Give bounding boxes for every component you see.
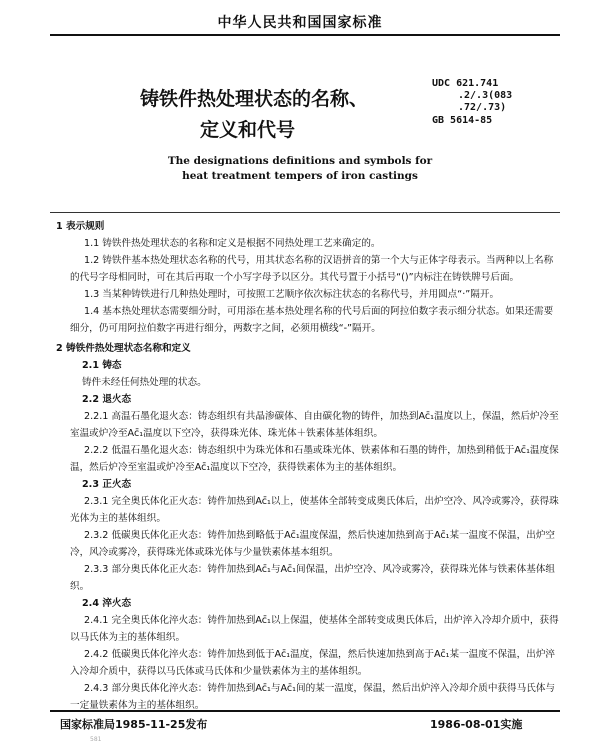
effective-date: 1986-08-01实施 [430,718,523,731]
section-1-heading: 1 表示规则 [56,221,105,232]
udc-code-3: .72/.73) [458,102,507,113]
paragraph-2-4-2: 2.4.2 低碳奥氏体化淬火态：铸件加热到低于Ac̄₁温度，保温，然后快速加热到高于Ac̄₁某一温度不保温，出炉淬入冷却介质中，获得以马氏体或马氏体和少量铁素体为主的基体组织。 [70,649,556,677]
heading-2-1: 2.1 铸态 [82,360,122,371]
section-rule [50,212,560,213]
standard-org-header: 中华人民共和国国家标准 [217,15,383,31]
doc-title-line2: 定义和代号 [200,119,296,141]
udc-code-1: UDC 621.741 [432,78,499,89]
paragraph-2-2-2: 2.2.2 低温石墨化退火态：铸态组织中为珠光体和石墨或珠光体、铁素体和石墨的铸件，加热到稍低于Ac̄₁温度保温，然后炉冷至室温或炉冷至Ac̄₁温度以下空冷，获得铁素体为主的基体组织。 [70,445,559,473]
paragraph-2-2-1: 2.2.1 高温石墨化退火态：铸态组织有共晶渗碳体、自由碳化物的铸件，加热到Ac̄₁温度以上，保温，然后炉冷至室温或炉冷至Ac̄₁温度以下空冷，获得珠光体、珠光体＋铁素体基体组织。 [70,411,559,439]
paragraph-2-3-3: 2.3.3 部分奥氏体化正火态：铸件加热到Ac̄₁与Ac̄₁间保温，出炉空冷、风冷或雾冷，获得珠光体与铁素体基体组织。 [70,564,556,592]
paragraph-2-4-1: 2.4.1 完全奥氏体化淬火态：铸件加热到Ac̄₁以上保温，使基体全部转变成奥氏体后，出炉淬入冷却介质中，获得以马氏体为主的基体组织。 [70,615,559,643]
paragraph-2-3-1: 2.3.1 完全奥氏体化正火态：铸件加热到Ac̄₁以上，使基体全部转变成奥氏体后，出炉空冷、风冷或雾冷，获得珠光体为主的基体组织。 [70,496,559,524]
english-title-line2: heat treatment tempers of iron castings [182,170,418,182]
heading-2-2: 2.2 退火态 [82,394,132,405]
paragraph-1-3: 1.3 当某种铸铁进行几种热处理时，可按照工艺顺序依次标注状态的名称代号，并用圆点“·”隔开。 [84,289,500,300]
gb-number: GB 5614-85 [432,115,493,126]
paragraph-2-3-2: 2.3.2 低碳奥氏体化正火态：铸件加热到略低于Ac̄₁温度保温，然后快速加热到高于Ac̄₁某一温度不保温，出炉空冷，风冷或雾冷，获得珠光体或珠光体与少量铁素体基本组织。 [70,530,556,558]
bottom-rule [50,710,560,712]
page-number: 581 [90,736,102,743]
paragraph-2-1: 铸件未经任何热处理的状态。 [82,377,207,388]
paragraph-1-1: 1.1 铸铁件热处理状态的名称和定义是根据不同热处理工艺来确定的。 [84,238,381,249]
document-body [56,218,560,714]
issue-date: 国家标准局1985-11-25发布 [60,718,208,731]
heading-2-3: 2.3 正火态 [82,479,132,490]
english-title-line1: The designations definitions and symbols for [167,155,433,167]
section-2-heading: 2 铸铁件热处理状态名称和定义 [56,343,191,354]
paragraph-1-2: 1.2 铸铁件基本热处理状态名称的代号，用其状态名称的汉语拼音的第一个大与正体字母表示。当两种以上名称的代号字母相同时，可在其后再取一个小写字母予以区分。其代号置于小括号“()”内标注在铸铁牌号后面。 [70,255,554,283]
paragraph-1-4: 1.4 基本热处理状态需要细分时，可用添在基本热处理名称的代号后面的阿拉伯数字表示细分状态。如果还需要细分，仍可用阿拉伯数字再进行细分，两数字之间，必须用横线“-”隔开。 [70,306,554,334]
udc-code-2: .2/.3(083 [458,90,513,101]
doc-title-line1: 铸铁件热处理状态的名称、 [140,88,369,110]
paragraph-2-4-3: 2.4.3 部分奥氏体化淬火态：铸件加热到Ac̄₁与Ac̄₁间的某一温度，保温，然后出炉淬入冷却介质中获得马氏体与一定量铁素体为主的基体组织。 [70,683,556,711]
top-rule [50,34,560,36]
heading-2-4: 2.4 淬火态 [82,598,132,609]
